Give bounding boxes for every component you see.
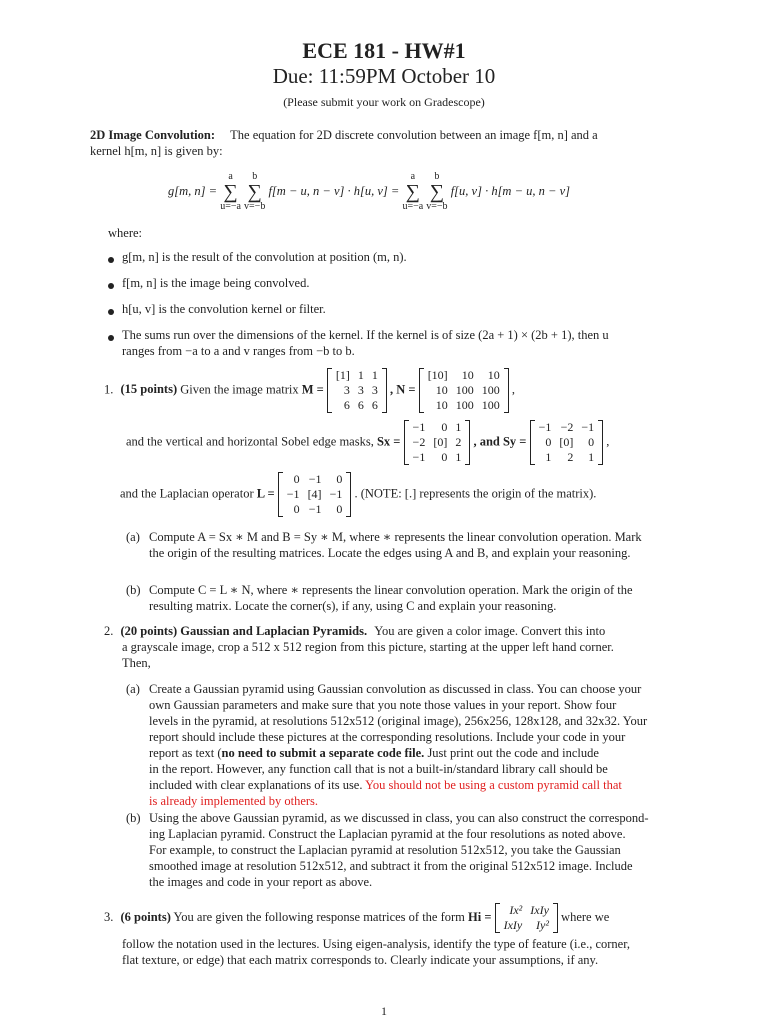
intro-line-2: kernel h[m, n] is given by: [90, 144, 223, 158]
sum-v: b ∑ v=−b [244, 171, 266, 212]
matrix-l: 0 −1 0 −1 [4] −1 0 −1 0 [278, 472, 352, 517]
matrix-n: [10] 10 10 10 100 100 10 100 100 [419, 368, 509, 413]
q1-a-label: (a) [126, 530, 140, 544]
matrix-h: Ix² IxIy IxIy Iy² [495, 903, 558, 933]
q2-b-line: Using the above Gaussian pyramid, as we discussed in class, you can also construct the correspond- [149, 811, 649, 825]
intro-line-1: 2D Image Convolution: The equation for 2D discrete convolution between an image f[m, n] and a [90, 128, 598, 142]
q2-b-line: ing Laplacian pyramid. Construct the Laplacian pyramid at the four resolutions as noted above. [149, 827, 626, 841]
q2-b-line: smoothed image at resolution 512x512, and subtract it from the original 512x512 image. Include [149, 859, 633, 873]
q3-line-2: follow the notation used in the lectures. Using eigen-analysis, identify the type of feature (i.e., corner, [122, 937, 631, 951]
q1-b-line-1: Compute C = L ∗ N, where ∗ represents the linear convolution operation. Mark the origin of the [149, 583, 633, 597]
matrix-m: [1] 1 1 3 3 3 6 6 6 [327, 368, 387, 413]
bullet-item: g[m, n] is the result of the convolution at position (m, n). [122, 250, 407, 264]
q2-line-1: 2. (20 points) Gaussian and Laplacian Pyramids. You are given a color image. Convert this into [104, 624, 606, 638]
q3-line-1: 3. (6 points) You are given the following response matrices of the form Hi = Ix² IxIy IxIy Iy² where we [104, 903, 610, 932]
warning-text-cont: is already implemented by others. [149, 794, 319, 808]
bullet-item: f[m, n] is the image being convolved. [122, 276, 310, 290]
bullet-dot [108, 309, 114, 315]
q2-line-3: Then, [122, 656, 151, 670]
warning-text: You should not be using a custom pyramid call that [365, 778, 622, 792]
sum-v-2: b ∑ v=−b [426, 171, 448, 212]
bullet-item: The sums run over the dimensions of the kernel. If the kernel is of size (2a + 1) × (2b + 1), then u [122, 328, 609, 342]
where-label: where: [108, 226, 143, 240]
section-heading: 2D Image Convolution: [90, 128, 216, 142]
q2-a-line-5: report as text (no need to submit a separate code file. Just print out the code and include [149, 746, 599, 760]
sum-u: a ∑ u=−a [220, 171, 241, 212]
bullet-dot [108, 335, 114, 341]
q2-b-line: For example, to construct the Laplacian pyramid at resolution 512x512, you take the Gaussian [149, 843, 621, 857]
bullet-dot [108, 283, 114, 289]
q2-a-label: (a) [126, 682, 140, 696]
q2-a-line: levels in the pyramid, at resolutions 512x512 (original image), 256x256, 128x128, and 32x32. Your [149, 714, 648, 728]
q1-line-2: and the vertical and horizontal Sobel edge masks, Sx = −1 0 1 −2 [0] 2 −1 0 1 , and Sy = −1 −2 −1 0 [0] 0 1 2 1 , [126, 420, 610, 464]
document-title: ECE 181 - HW#1 [302, 38, 466, 63]
bullet-item: h[u, v] is the convolution kernel or filter. [122, 302, 326, 316]
due-date: Due: 11:59PM October 10 [272, 64, 496, 88]
page-number: 1 [381, 1004, 387, 1018]
q1-a-line-1: Compute A = Sx ∗ M and B = Sy ∗ M, where ∗ represents the linear convolution operation. Mark [149, 530, 642, 544]
q1-b-line-2: resulting matrix. Locate the corner(s), if any, using C and explain your reasoning. [149, 599, 557, 613]
submission-note: (Please submit your work on Gradescope) [283, 95, 485, 109]
bullet-dot [108, 257, 114, 263]
q3-line-3: flat texture, or edge) that each matrix corresponds to. Clearly indicate your assumptions, if any. [122, 953, 599, 967]
convolution-equation: g[m, n] = a ∑ u=−a b ∑ v=−b f[m − u, n − v] · h[u, v] = a ∑ u=−a b ∑ v=−b f[u, v] · h[m − u, n − v] [168, 171, 570, 212]
matrix-sx: −1 0 1 −2 [0] 2 −1 0 1 [404, 420, 471, 465]
q2-a-line-7: included with clear explanations of its use. You should not be using a custom pyramid call that [149, 778, 622, 792]
q2-b-line: the images and code in your report as above. [149, 875, 373, 889]
q1-line-1: 1. (15 points) Given the image matrix M = [1] 1 1 3 3 3 6 6 6 , N = [10] 10 10 10 100 100 10 100 100 , [104, 368, 515, 412]
q1-line-3: and the Laplacian operator L = 0 −1 0 −1 [4] −1 0 −1 0 . (NOTE: [.] represents the origin of the matrix). [120, 472, 597, 516]
q2-a-line: Create a Gaussian pyramid using Gaussian convolution as discussed in class. You can choose your [149, 682, 642, 696]
sum-u-2: a ∑ u=−a [402, 171, 424, 212]
q1-b-label: (b) [126, 583, 141, 597]
bullet-item-cont: ranges from −a to a and v ranges from −b to b. [122, 344, 355, 358]
matrix-sy: −1 −2 −1 0 [0] 0 1 2 1 [530, 420, 604, 465]
q2-a-line: in the report. However, any function call that is not a built-in/standard library call should be [149, 762, 608, 776]
q2-a-line: own Gaussian parameters and make sure that you note those values in your report. Show four [149, 698, 617, 712]
q2-line-2: a grayscale image, crop a 512 x 512 region from this picture, starting at the upper left hand corner. [122, 640, 614, 654]
q2-b-label: (b) [126, 811, 141, 825]
q1-a-line-2: the origin of the resulting matrices. Locate the edges using A and B, and explain your reasoning. [149, 546, 631, 560]
q2-a-line: report should include these pictures at the corresponding resolutions. Include your code in your [149, 730, 626, 744]
